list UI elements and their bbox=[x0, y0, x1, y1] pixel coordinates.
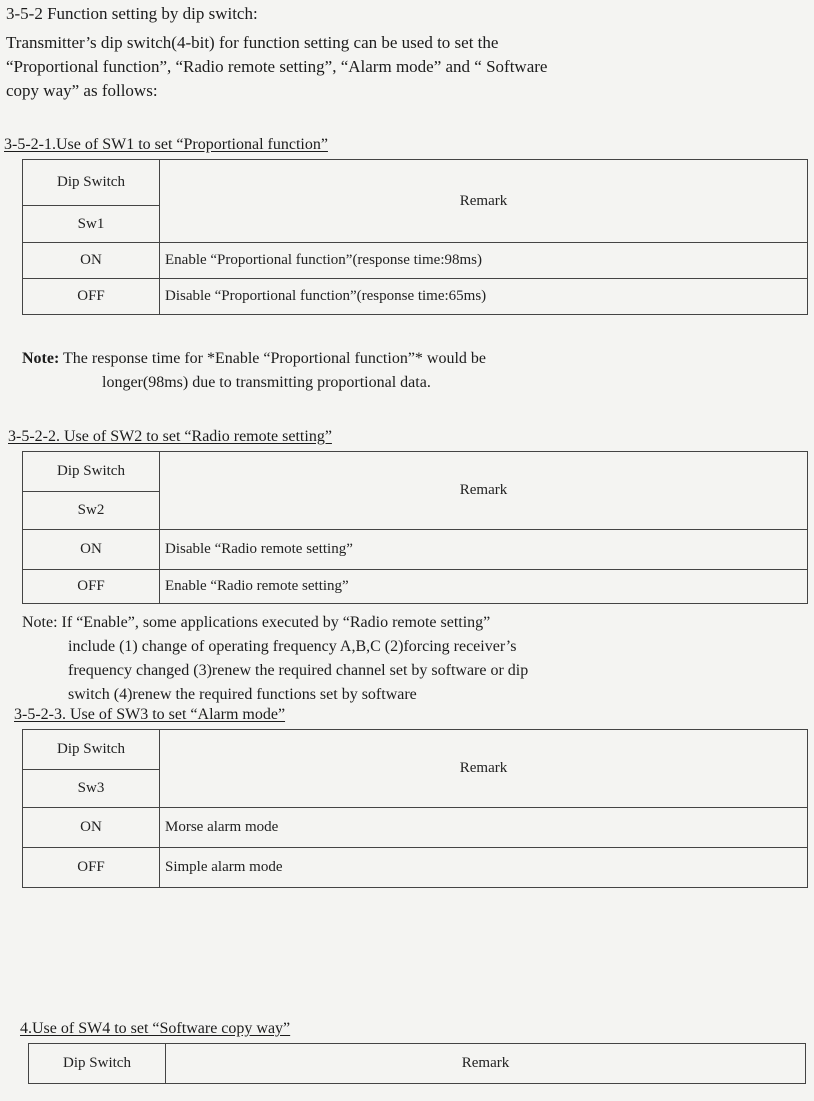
sw3-table bbox=[22, 729, 808, 888]
remark-header: Remark bbox=[160, 730, 808, 808]
sw4-table bbox=[28, 1043, 806, 1084]
switch-state-cell: OFF bbox=[23, 570, 160, 604]
table-row bbox=[23, 808, 808, 848]
table-row bbox=[23, 848, 808, 888]
switch-state-cell: OFF bbox=[23, 279, 160, 315]
sw2-table bbox=[22, 451, 808, 604]
remark-header: Remark bbox=[160, 160, 808, 243]
note-2-line-2: include (1) change of operating frequency A,B,C (2)forcing receiver’s bbox=[68, 638, 517, 655]
table-3-title: 3-5-2-3. Use of SW3 to set “Alarm mode” bbox=[14, 706, 286, 723]
sw1-table bbox=[22, 159, 808, 315]
remark-cell: Enable “Proportional function”(response time:98ms) bbox=[160, 243, 808, 279]
table-row bbox=[23, 279, 808, 315]
note-2-line-1: Note: If “Enable”, some applications executed by “Radio remote setting” bbox=[22, 614, 491, 631]
switch-id-cell: Sw1 bbox=[23, 206, 160, 243]
note-2-line-3: frequency changed (3)renew the required channel set by software or dip bbox=[68, 662, 529, 679]
note-label: Note: bbox=[22, 614, 58, 631]
intro-line-2: “Proportional function”, “Radio remote setting”, “Alarm mode” and “ Software bbox=[6, 57, 548, 76]
remark-cell: Disable “Proportional function”(response time:65ms) bbox=[160, 279, 808, 315]
table-4-title: 4.Use of SW4 to set “Software copy way” bbox=[20, 1020, 291, 1037]
remark-cell: Disable “Radio remote setting” bbox=[160, 530, 808, 570]
switch-id-cell: Sw3 bbox=[23, 770, 160, 808]
dip-switch-header: Dip Switch bbox=[23, 160, 160, 206]
remark-header: Remark bbox=[160, 452, 808, 530]
dip-switch-header: Dip Switch bbox=[29, 1044, 166, 1084]
switch-state-cell: ON bbox=[23, 530, 160, 570]
intro-line-3: copy way” as follows: bbox=[6, 81, 158, 100]
table-row bbox=[23, 530, 808, 570]
table-2-title: 3-5-2-2. Use of SW2 to set “Radio remote setting” bbox=[8, 428, 332, 445]
table-1-title: 3-5-2-1.Use of SW1 to set “Proportional function” bbox=[4, 136, 328, 153]
switch-state-cell: OFF bbox=[23, 848, 160, 888]
note-label: Note: bbox=[22, 350, 60, 367]
note-1-line-1: Note: The response time for *Enable “Proportional function”* would be bbox=[22, 350, 487, 367]
note-2-line-4: switch (4)renew the required functions set by software bbox=[68, 686, 417, 703]
remark-cell: Simple alarm mode bbox=[160, 848, 808, 888]
section-heading: 3-5-2 Function setting by dip switch: bbox=[6, 4, 258, 23]
remark-cell: Enable “Radio remote setting” bbox=[160, 570, 808, 604]
table-row bbox=[23, 570, 808, 604]
remark-cell: Morse alarm mode bbox=[160, 808, 808, 848]
switch-state-cell: ON bbox=[23, 808, 160, 848]
note-1-line-2: longer(98ms) due to transmitting proportional data. bbox=[102, 374, 431, 391]
remark-header: Remark bbox=[166, 1044, 806, 1084]
intro-line-1: Transmitter’s dip switch(4-bit) for function setting can be used to set the bbox=[6, 33, 499, 52]
switch-id-cell: Sw2 bbox=[23, 492, 160, 530]
dip-switch-header: Dip Switch bbox=[23, 452, 160, 492]
switch-state-cell: ON bbox=[23, 243, 160, 279]
dip-switch-header: Dip Switch bbox=[23, 730, 160, 770]
table-row bbox=[23, 243, 808, 279]
